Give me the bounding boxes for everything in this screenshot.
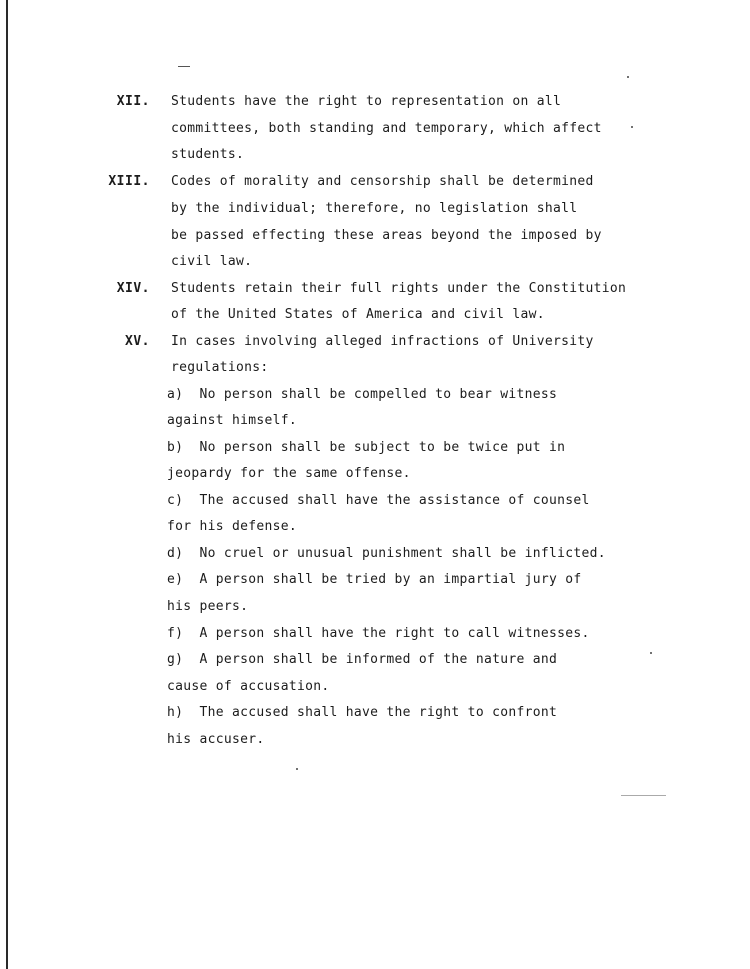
subitem-a-cont: against himself. [167, 413, 298, 428]
subitem-e: e) A person shall be tried by an impartial jury of [167, 572, 582, 587]
article-text-line: by the individual; therefore, no legislation shall [171, 201, 578, 216]
article-text-line: committees, both standing and temporary, which affect [171, 121, 602, 136]
stray-mark [621, 795, 666, 796]
article-text-line: Students have the right to representation on all [171, 94, 562, 109]
article-text-line: be passed effecting these areas beyond the imposed by [171, 228, 602, 243]
article-text-line: students. [171, 147, 245, 162]
subitem-b-cont: jeopardy for the same offense. [167, 466, 411, 481]
subitem-e-cont: his peers. [167, 599, 249, 614]
article-text-line: regulations: [171, 360, 269, 375]
speck [631, 126, 633, 128]
subitem-h: h) The accused shall have the right to confront [167, 705, 558, 720]
article-text-line: In cases involving alleged infractions of University [171, 334, 594, 349]
article-text-line: of the United States of America and civil law. [171, 307, 545, 322]
subitem-b: b) No person shall be subject to be twice put in [167, 440, 566, 455]
subitem-a: a) No person shall be compelled to bear witness [167, 387, 558, 402]
page-edge-line [6, 0, 8, 969]
article-number: XII. [116, 94, 150, 109]
subitem-g: g) A person shall be informed of the nature and [167, 652, 558, 667]
article-text-line: Students retain their full rights under the Constitution [171, 281, 627, 296]
subitem-h-cont: his accuser. [167, 732, 265, 747]
article-text-line: civil law. [171, 254, 253, 269]
subitem-f: f) A person shall have the right to call witnesses. [167, 626, 590, 641]
article-text-line: Codes of morality and censorship shall be determined [171, 174, 594, 189]
article-number: XV. [125, 334, 150, 349]
article-number: XIII. [108, 174, 150, 189]
speck [650, 652, 652, 654]
speck [296, 768, 298, 770]
subitem-d: d) No cruel or unusual punishment shall be inflicted. [167, 546, 606, 561]
article-number: XIV. [116, 281, 150, 296]
subitem-g-cont: cause of accusation. [167, 679, 330, 694]
subitem-c: c) The accused shall have the assistance of counsel [167, 493, 590, 508]
subitem-c-cont: for his defense. [167, 519, 298, 534]
speck [627, 76, 629, 78]
top-mark [178, 66, 190, 67]
